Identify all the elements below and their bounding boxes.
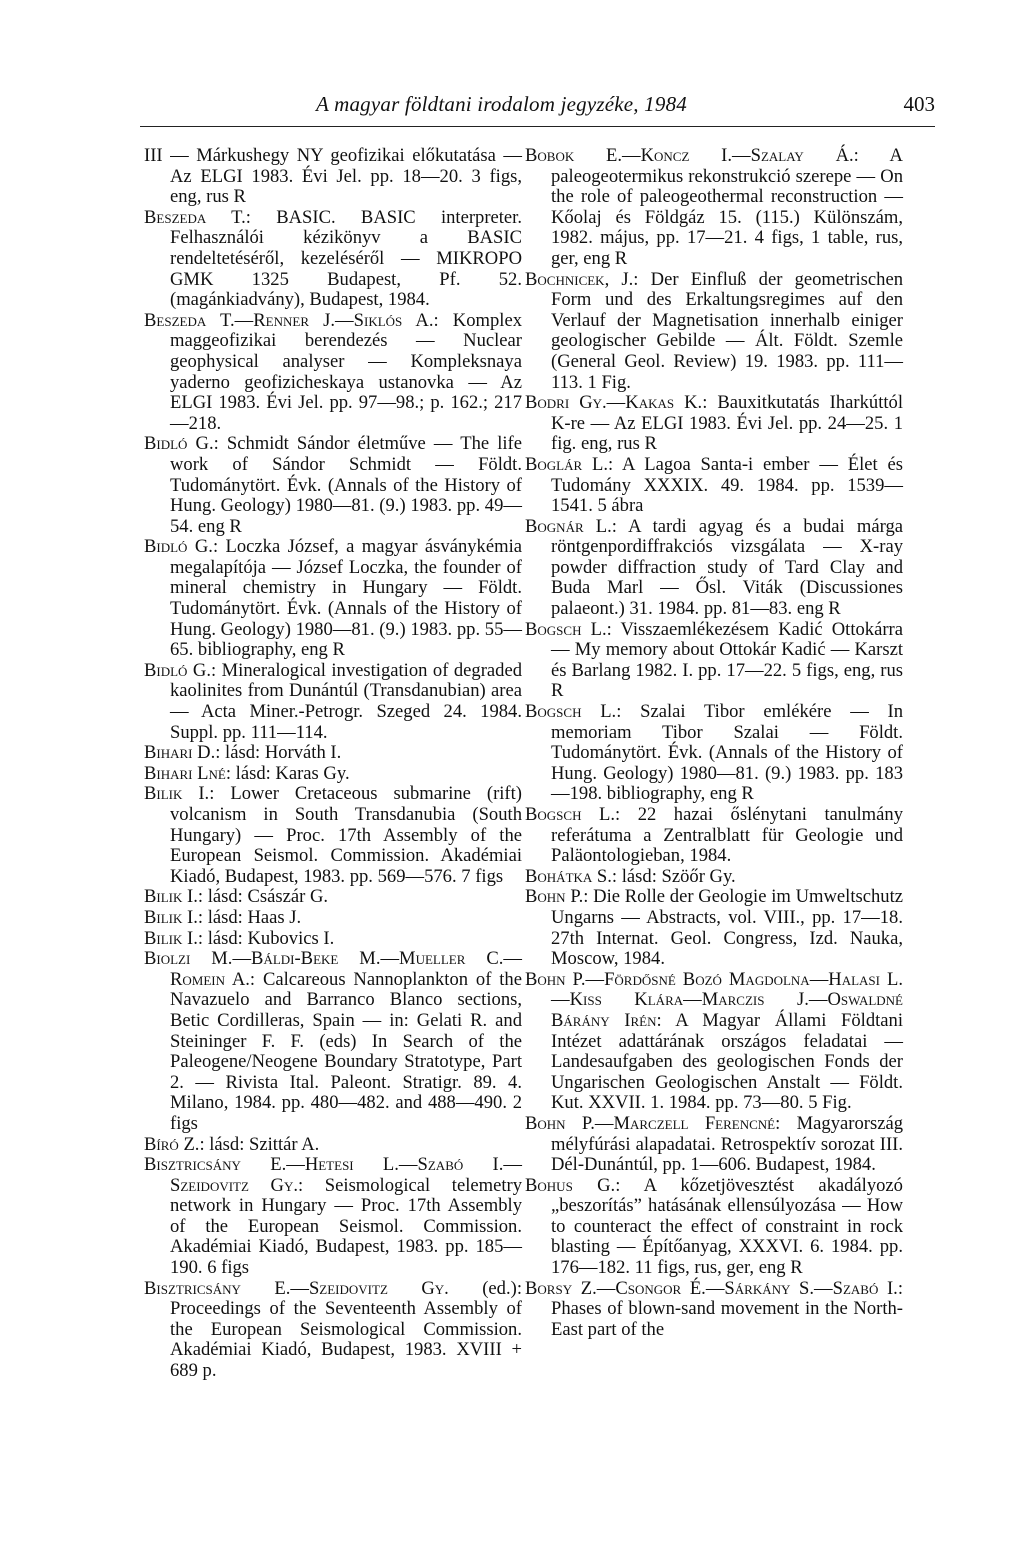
entry-author: Biolzi M.—Báldi-Beke M.—Mueller C.—Romein A. <box>144 948 522 990</box>
entry-author: Bilik I. <box>144 906 198 928</box>
bibliography-entry <box>525 1114 903 1176</box>
entry-author: Bisztricsány E.—Hetesi L.—Szabó I.—Szeidovitz Gy. <box>144 1154 522 1196</box>
entry-author: Beszeda T.—Renner J.—Siklós A. <box>144 309 434 331</box>
entry-author: Bidló G. <box>144 433 214 455</box>
entry-author: Bogsch L. <box>525 618 607 640</box>
entry-text: : lásd: Haas J. <box>197 906 302 928</box>
bibliography-entry <box>144 887 522 908</box>
entry-author: Bognár L. <box>525 515 612 537</box>
entry-text: : A kőzetjövesztést akadályozó „beszorítás” hatásának ellensúlyozása — How to counteract the effect of constraint in rock blasting — Építőanyag, XXXVI. 6. 1984. pp. 176—182. 11 figs, rus, ger, eng R <box>551 1174 903 1279</box>
bibliography-entry <box>144 764 522 785</box>
entry-author: Bohn P. <box>525 886 584 908</box>
entry-text: : 22 hazai őslénytani tanulmány referátuma a Zentralblatt für Geologie und Paläontologieban, 1984. <box>551 804 903 867</box>
entry-author: Bohn P.—Marczell Ferencné <box>525 1112 776 1134</box>
bibliography-entry <box>525 805 903 867</box>
entry-text: : Magyarország mélyfúrási alapadatai. Retrospektív sorozat III. Dél-Dunántúl, pp. 1—606. Budapest, 1984. <box>551 1112 903 1176</box>
bibliography-entry <box>525 1176 903 1279</box>
entry-text: : Der Einfluß der geometrischen Form und des Erkaltungsregimes auf den Verlauf der Magnetisation innerhalb einiger geologischer Gebilde — Ált. Földt. Szemle (General Geol. Review) 19. 1983. pp. 111—113. 1 Fig. <box>551 268 904 393</box>
entry-author: Bohn P.—Fördősné Bozó Magdolna—Halasi L.—Kiss Klára—Marczis J.—Oswaldné Bárány Irén <box>525 968 903 1031</box>
bibliography-entry <box>525 517 903 620</box>
entry-text: : A tardi agyag és a budai márga röntgenpordiffrakciós vizsgálata — X-ray powder diffraction study of Tard Clay and Buda Marl — Ősl. Viták (Discussiones palaeont.) 31. 1984. pp. 81—83. eng R <box>551 515 903 620</box>
bibliography-entry <box>525 702 903 805</box>
entry-author: Bilik I. <box>144 927 198 949</box>
entry-author: Bilik I. <box>144 886 198 908</box>
entry-text: : Bauxitkutatás Iharkúttól K-re — Az ELGI 1983. Évi Jel. pp. 24—25. 1 fig. eng, rus R <box>551 392 903 455</box>
entry-text: : Szalai Tibor emlékére — In memoriam Tibor Szalai — Földt. Tudománytört. Évk. (Annals of the History of Hung. Geology) 1980—81. (9.) 1983. pp. 183—198. bibliography, eng R <box>551 701 904 805</box>
entry-text: : lásd: Kubovics I. <box>197 927 335 949</box>
bibliography-entry <box>144 434 522 537</box>
entry-text: : Phases of blown-sand movement in the North-East part of the <box>551 1277 903 1340</box>
entry-text: : lásd: Horváth I. <box>215 742 342 764</box>
entry-author: Bilik I. <box>144 783 210 805</box>
running-title: A magyar földtani irodalom jegyzéke, 1984 <box>316 92 687 116</box>
entry-text: : A paleogeotermikus rekonstrukció szerepe — On the role of paleogeothermal reconstruction — Kőolaj és Földgáz 15. (115.) Különszám, 1982. május, pp. 17—21. 4 figs, 1 table, rus, ger, eng R <box>551 145 903 269</box>
bibliography-entry <box>144 537 522 661</box>
entry-author: Bidló G. <box>144 536 213 558</box>
bibliography-entry <box>144 1135 522 1156</box>
bibliography-entry <box>525 970 903 1114</box>
entry-text: : lásd: Császár G. <box>197 886 329 908</box>
bibliography-entry <box>525 867 903 888</box>
entry-text: : Visszaemlékezésem Kadić Ottokárra — My memory about Ottokár Kadić — Karszt és Barlang 1982. I. pp. 17—22. 5 figs, eng, rus R <box>551 618 903 702</box>
bibliography-entry <box>144 743 522 764</box>
entry-author: Borsy Z.—Csongor É.—Sárkány S.—Szabó I. <box>525 1277 898 1299</box>
entry-author: Bogsch L. <box>525 701 617 723</box>
entry-author: Bihari Lné <box>144 762 226 784</box>
entry-text: : lásd: Szöőr Gy. <box>611 865 736 887</box>
entry-text: : A Magyar Állami Földtani Intézet adattárának országos feladatai — Landesaufgaben des geologischen Fonds der Ungarischen Geologischen Anstalt — Földt. Kut. XXVII. 1. 1984. pp. 73—80. 5 Fig. <box>551 1009 904 1114</box>
bibliography-entry <box>144 908 522 929</box>
bibliography-entry <box>525 270 903 394</box>
entry-author: Beszeda T. <box>144 206 246 228</box>
bibliography-entry <box>144 208 522 311</box>
entry-text: : BASIC. BASIC interpreter. Felhasználói kézikönyv a BASIC rendeltetéséről, kezeléséről — MIKROPO GMK 1325 Budapest, Pf. 52. (magánkiadvány), Budapest, 1984. <box>170 206 522 311</box>
bibliography-entry <box>144 784 522 887</box>
entry-text: : Loczka József, a magyar ásványkémia megalapítója — József Loczka, the founder of mineral chemistry in Hungary — Földt. Tudománytört. Évk. (Annals of the History of Hung. Geology) 1980—81. (9.) 1983. pp. 55—65. bibliography, eng R <box>170 536 522 661</box>
entry-author: Bidló G. <box>144 659 211 681</box>
entry-author: Bobok E.—Koncz I.—Szalay Á. <box>525 145 854 166</box>
entry-text: : lásd: Karas Gy. <box>225 762 350 784</box>
entry-text: (ed.): Proceedings of the Seventeenth Assembly of the European Seismological Commission. Akadémiai Kiadó, Budapest, 1983. XVIII + 689 p. <box>170 1277 522 1382</box>
bibliography-entry <box>144 146 522 208</box>
entry-text: : Calcareous Nannoplankton of the Navazuelo and Barranco Blanco sections, Betic Cordilleras, Spain — in: Gelati R. and Steininger F. F. (eds) In Search of the Paleogene/Neogene Boundary Stratotype, Part 2. — Rivista Ital. Paleont. Stratigr. 89. 4. Milano, 1984. pp. 480—482. and 488—490. 2 figs <box>170 968 522 1134</box>
left-column <box>144 146 522 1382</box>
entry-author: Bodri Gy.—Kakas K. <box>525 392 703 414</box>
entry-author: Bíró Z. <box>144 1133 200 1155</box>
entry-text: : Komplex maggeofizikai berendezés — Nuclear geophysical analyser — Kompleksnaya yaderno geofizicheskaya ustanovka — Az ELGI 1983. Évi Jel. pp. 97—98.; p. 162.; 217—218. <box>170 309 523 434</box>
entry-text: III — Márkushegy NY geofizikai előkutatása — Az ELGI 1983. Évi Jel. pp. 18—20. 3 figs, eng, rus R <box>144 145 522 208</box>
entry-text: : Seismological telemetry network in Hungary — Proc. 17th Assembly of the European Seismol. Commission. Akadémiai Kiadó, Budapest, 1983. pp. 185—190. 6 figs <box>170 1174 522 1279</box>
entry-author: Bohátka S. <box>525 865 612 887</box>
entry-text: : Lower Cretaceous submarine (rift) volcanism in South Transdanubia (South Hungary) — Proc. 17th Assembly of the European Seismol. Commission. Akadémiai Kiadó, Budapest, 1983. pp. 569—576. 7 figs <box>170 783 522 887</box>
right-column <box>525 146 903 1340</box>
running-header <box>140 92 935 127</box>
bibliography-entry <box>144 1279 522 1382</box>
bibliography-entry <box>144 1155 522 1279</box>
page-number: 403 <box>903 92 935 116</box>
bibliography-entry <box>525 146 903 270</box>
entry-text: : Die Rolle der Geologie im Umweltschutz Ungarns — Abstracts, vol. VIII., pp. 17—18. 27th Internat. Geol. Congress, Izd. Nauka, Moscow, 1984. <box>551 886 903 970</box>
bibliography-entry <box>525 887 903 969</box>
entry-author: Bogsch L. <box>525 804 615 825</box>
entry-text: : Schmidt Sándor életműve — The life work of Sándor Schmidt — Földt. Tudománytört. Évk. (Annals of the History of Hung. Geology) 1980—81. (9.) 1983. pp. 49—54. eng R <box>170 433 522 537</box>
entry-text: : Mineralogical investigation of degraded kaolinites from Dunántúl (Transdanubian) area — Acta Miner.-Petrogr. Szeged 24. 1984. Suppl. pp. 111—114. <box>170 659 522 743</box>
entry-author: Bohus G. <box>525 1174 616 1196</box>
bibliography-entry <box>525 455 903 517</box>
entry-text: : A Lagoa Santa-i ember — Élet és Tudomány XXXIX. 49. 1984. pp. 1539—1541. 5 ábra <box>551 453 904 517</box>
entry-author: Boglár L. <box>525 453 609 475</box>
entry-text: : lásd: Szittár A. <box>199 1133 320 1155</box>
entry-author: Bisztricsány E.—Szeidovitz Gy. <box>144 1277 449 1299</box>
bibliography-entry <box>144 311 522 435</box>
bibliography-entry <box>525 393 903 455</box>
bibliography-entry <box>144 949 522 1134</box>
entry-author: Bihari D. <box>144 742 216 764</box>
bibliography-entry <box>144 661 522 743</box>
entry-author: Bochnicek, J. <box>525 268 634 290</box>
bibliography-entry <box>144 929 522 950</box>
bibliography-entry <box>525 1279 903 1341</box>
bibliography-entry <box>525 620 903 702</box>
